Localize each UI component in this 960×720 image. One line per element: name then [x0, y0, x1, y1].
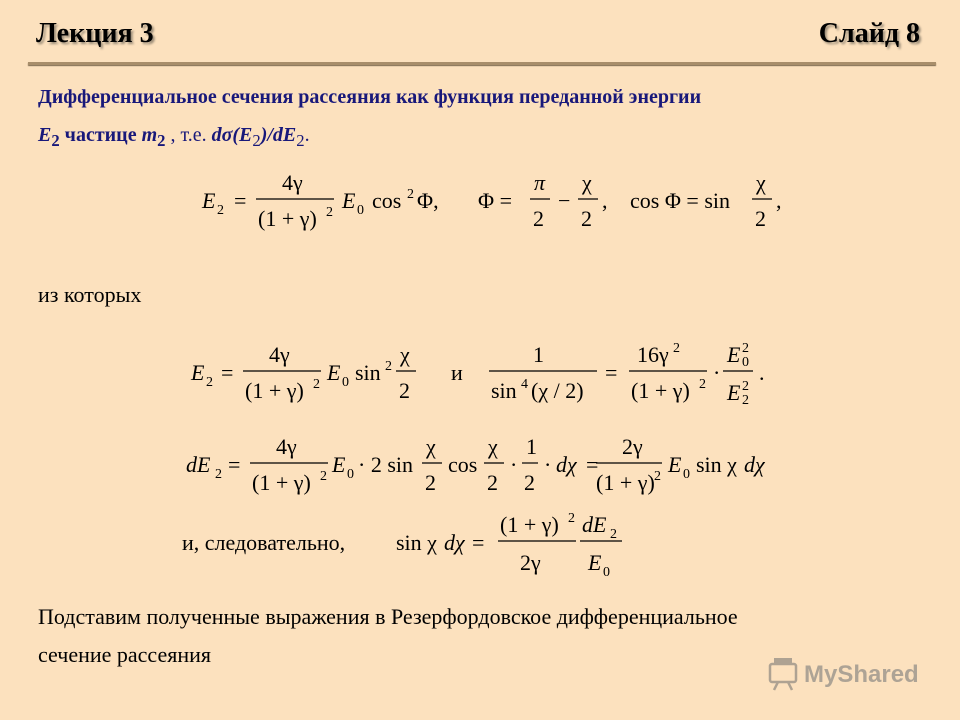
formula-energy-sin: [185, 338, 785, 410]
svg-text:(1 + γ): (1 + γ): [500, 512, 559, 537]
svg-text:π: π: [534, 170, 546, 195]
svg-text:2: 2: [487, 470, 498, 495]
svg-text:4γ: 4γ: [276, 434, 297, 459]
subtitle-ie: , т.е.: [165, 124, 212, 146]
svg-text:=: =: [605, 360, 618, 385]
svg-text:=: =: [472, 530, 485, 555]
svg-text:E: E: [588, 550, 602, 575]
svg-text:(χ / 2): (χ / 2): [531, 378, 584, 403]
formula-and: и: [451, 360, 463, 385]
svg-text:(1 + γ): (1 + γ): [596, 470, 655, 495]
svg-text:χ: χ: [400, 342, 410, 367]
svg-text:2: 2: [673, 341, 680, 356]
svg-text:sin χ: sin χ: [696, 452, 737, 477]
svg-text:dχ: dχ: [744, 452, 765, 477]
svg-text:=: =: [228, 452, 241, 477]
svg-text:dE: dE: [582, 512, 607, 537]
svg-text:χ: χ: [426, 434, 436, 459]
svg-text:· 2 sin: · 2 sin: [358, 452, 413, 477]
header-divider: [28, 62, 936, 65]
svg-text:E: E: [668, 452, 682, 477]
svg-text:·: ·: [510, 452, 518, 477]
svg-text:Φ =: Φ =: [478, 188, 512, 213]
svg-text:χ: χ: [582, 170, 592, 195]
svg-text:sin χ: sin χ: [396, 530, 437, 555]
svg-text:χ: χ: [756, 170, 766, 195]
svg-text:.: .: [759, 360, 765, 385]
svg-text:E: E: [342, 188, 356, 213]
svg-text:2: 2: [755, 206, 766, 231]
svg-text:2: 2: [313, 377, 320, 392]
svg-text:2: 2: [610, 527, 617, 542]
conclusion-line-2: сечение рассеяния: [38, 642, 212, 667]
svg-text:2γ: 2γ: [622, 434, 643, 459]
svg-text:dχ: dχ: [444, 530, 465, 555]
svg-text:2: 2: [568, 511, 575, 526]
subtitle-line-2: [38, 116, 938, 160]
svg-text:2: 2: [699, 377, 706, 392]
subtitle-line-1: Дифференциальное сечения рассеяния как функция переданной энергии: [38, 86, 702, 108]
svg-text:4: 4: [521, 377, 528, 392]
subtitle-e2-sub: 2: [51, 131, 60, 150]
svg-text:(1 + γ): (1 + γ): [252, 470, 311, 495]
svg-text:2: 2: [206, 375, 213, 390]
svg-text:E: E: [727, 380, 741, 405]
svg-text:2: 2: [425, 470, 436, 495]
svg-text:2: 2: [654, 469, 661, 484]
lecture-title: Лекция 3: [36, 18, 154, 49]
subtitle-m2-sub: 2: [157, 131, 166, 150]
svg-text:,: ,: [602, 188, 608, 213]
svg-text:2: 2: [326, 205, 333, 220]
svg-text:4γ: 4γ: [269, 342, 290, 367]
svg-text:2: 2: [533, 206, 544, 231]
svg-text:16γ: 16γ: [637, 342, 669, 367]
svg-text:−: −: [558, 188, 571, 213]
svg-text:E: E: [202, 188, 216, 213]
subtitle-e2: E: [38, 124, 52, 146]
svg-text:dχ: dχ: [556, 452, 577, 477]
svg-text:(1 + γ): (1 + γ): [631, 378, 690, 403]
svg-text:=: =: [586, 452, 599, 477]
svg-text:cos Φ = sin: cos Φ = sin: [630, 188, 730, 213]
svg-text:4γ: 4γ: [282, 170, 303, 195]
svg-text:(1 + γ): (1 + γ): [258, 206, 317, 231]
svg-text:(1 + γ): (1 + γ): [245, 378, 304, 403]
subtitle-m2: m: [141, 124, 158, 146]
svg-text:0: 0: [357, 203, 364, 218]
svg-text:Φ,: Φ,: [417, 188, 439, 213]
svg-text:E: E: [191, 360, 205, 385]
svg-text:cos: cos: [372, 188, 402, 213]
svg-text:=: =: [221, 360, 234, 385]
svg-text:0: 0: [342, 375, 349, 390]
svg-text:=: =: [234, 188, 247, 213]
svg-text:0: 0: [347, 467, 354, 482]
svg-text:·: ·: [713, 360, 721, 385]
svg-text:E: E: [727, 342, 741, 367]
svg-text:·: ·: [544, 452, 552, 477]
svg-text:2: 2: [742, 341, 749, 356]
slide-number: Слайд 8: [818, 18, 920, 49]
svg-text:2: 2: [742, 393, 749, 408]
svg-text:2: 2: [399, 378, 410, 403]
formula-energy-transfer: [190, 168, 790, 238]
svg-text:1: 1: [526, 434, 537, 459]
svg-text:2: 2: [407, 187, 414, 202]
svg-text:2: 2: [215, 467, 222, 482]
svg-text:sin: sin: [355, 360, 381, 385]
svg-text:dE: dE: [186, 452, 211, 477]
svg-text:2: 2: [581, 206, 592, 231]
formula-differential: [182, 430, 782, 502]
subtitle-expr: $d\sigma(E_2)/dE_2$.: [211, 124, 310, 150]
svg-text:E: E: [327, 360, 341, 385]
watermark-text: MyShared: [804, 661, 919, 688]
svg-text:cos: cos: [448, 452, 478, 477]
svg-text:E: E: [332, 452, 346, 477]
svg-text:2: 2: [524, 470, 535, 495]
svg-text:2γ: 2γ: [520, 550, 541, 575]
formula-consequence: [182, 508, 642, 580]
svg-text:χ: χ: [488, 434, 498, 459]
subtitle-particle: частице: [59, 124, 142, 146]
myshared-watermark: [768, 654, 938, 694]
conclusion-line-1: Подставим полученные выражения в Резерфордовское дифференциальное: [38, 604, 738, 629]
text-from-which: из которых: [38, 282, 142, 307]
svg-text:2: 2: [385, 359, 392, 374]
formula-hence: и, следовательно,: [182, 530, 346, 555]
svg-text:2: 2: [742, 379, 749, 394]
svg-text:2: 2: [320, 469, 327, 484]
svg-text:0: 0: [683, 467, 690, 482]
svg-text:sin: sin: [491, 378, 517, 403]
slide-subtitle: [38, 78, 938, 160]
svg-text:1: 1: [533, 342, 544, 367]
svg-text:2: 2: [217, 203, 224, 218]
svg-text:,: ,: [776, 188, 782, 213]
presentation-icon: [770, 658, 796, 690]
svg-text:0: 0: [742, 355, 749, 370]
svg-text:0: 0: [603, 565, 610, 580]
